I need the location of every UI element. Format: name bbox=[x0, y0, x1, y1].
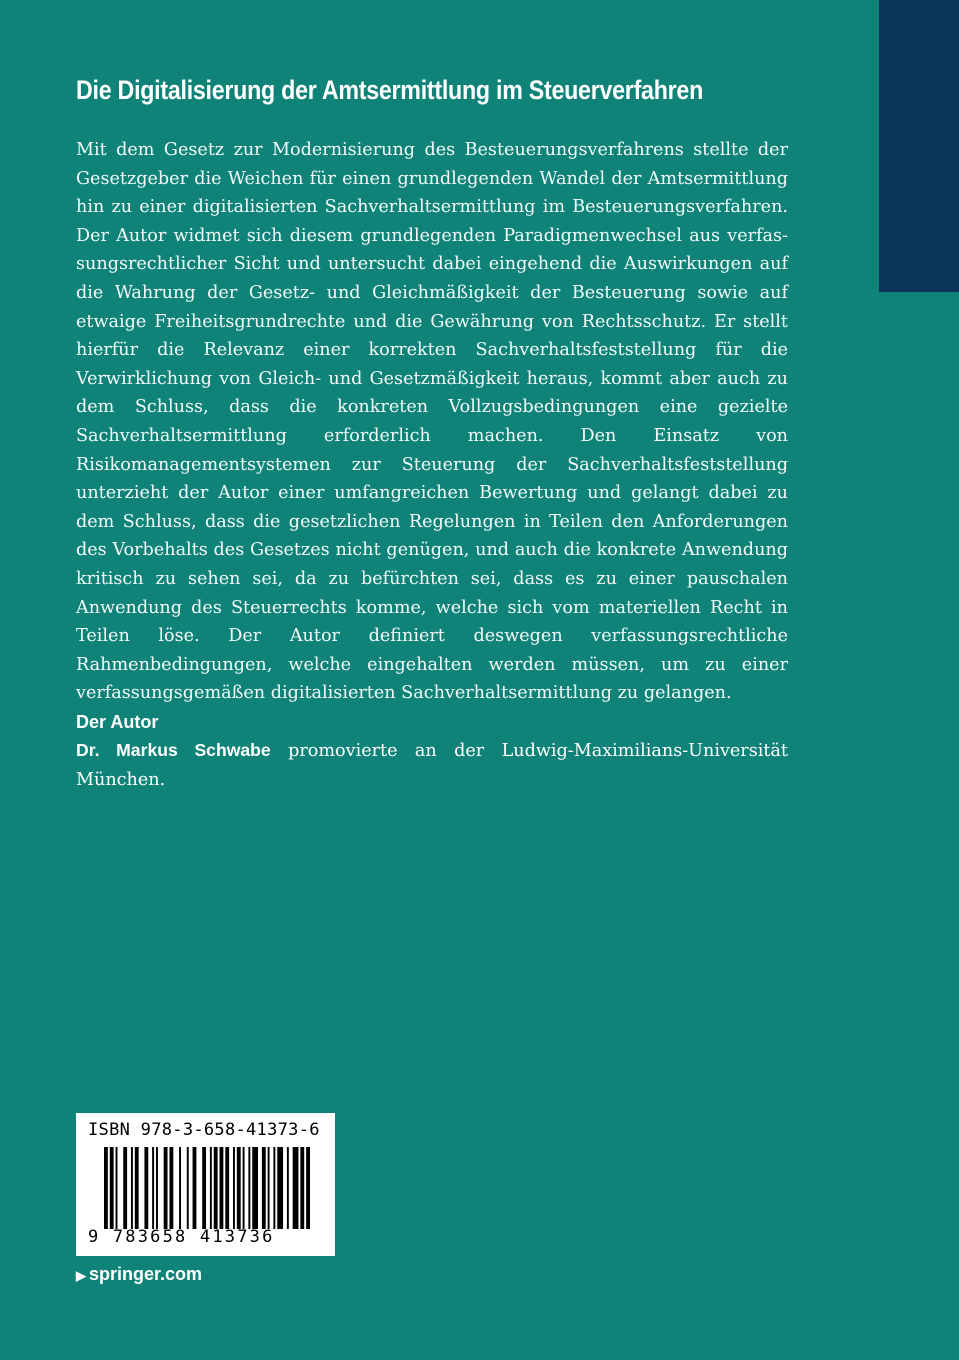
author-heading: Der Autor bbox=[76, 712, 159, 732]
barcode-bar bbox=[104, 1147, 108, 1229]
barcode-bar bbox=[306, 1147, 310, 1229]
barcode-bar bbox=[277, 1147, 283, 1229]
barcode-bar bbox=[144, 1147, 148, 1229]
isbn-barcode bbox=[76, 1113, 335, 1256]
arrow-icon: ▶ bbox=[76, 1268, 86, 1283]
barcode-bar bbox=[248, 1147, 250, 1229]
side-color-tab bbox=[879, 0, 959, 292]
barcode-bar bbox=[243, 1147, 245, 1229]
barcode-bar bbox=[287, 1147, 289, 1229]
barcode-bar bbox=[233, 1147, 235, 1229]
barcode-bar bbox=[116, 1147, 118, 1229]
barcode-bar bbox=[210, 1147, 212, 1229]
barcode-bar bbox=[273, 1147, 275, 1229]
barcode-bar bbox=[268, 1147, 270, 1229]
barcode-bar bbox=[187, 1147, 189, 1229]
publisher-url: springer.com bbox=[89, 1264, 203, 1284]
barcode-bar bbox=[225, 1147, 229, 1229]
barcode-bar bbox=[237, 1147, 241, 1229]
barcode-bars bbox=[104, 1147, 314, 1229]
barcode-bar bbox=[214, 1147, 218, 1229]
barcode-bar bbox=[252, 1147, 258, 1229]
barcode-bar bbox=[220, 1147, 224, 1229]
barcode-bar bbox=[202, 1147, 206, 1229]
author-bio-text: promovierte an der Ludwig-Maximilians-Universität München. bbox=[76, 741, 788, 790]
barcode-bar bbox=[135, 1147, 139, 1229]
barcode-bar bbox=[293, 1147, 299, 1229]
barcode-bar bbox=[164, 1147, 168, 1229]
barcode-bar bbox=[193, 1147, 197, 1229]
barcode-bar bbox=[152, 1147, 154, 1229]
barcode-bar bbox=[110, 1147, 114, 1229]
barcode-bar bbox=[156, 1147, 158, 1229]
barcode-bar bbox=[179, 1147, 181, 1229]
barcode-bar bbox=[300, 1147, 304, 1229]
barcode-bar bbox=[123, 1147, 127, 1229]
book-description: Mit dem Gesetz zur Modernisierung des Besteuerungsverfahrens stellte der Gesetzgeber die Weichen für einen grundlegenden Wandel der Amtsermittlung hin zu einer digitalisierten Sachverhaltsermittlung im Besteuerungsverfahren. Der Autor widmet sich diesem grundlegenden Paradigmenwechsel aus verfassungsrechtlicher Sicht und untersucht dabei eingehend die Auswirkungen auf die Wahrung der Gesetz- und Gleichmäßigkeit der Besteuerung sowie auf etwaige Freiheitsgrundrechte und die Gewährung von Rechtsschutz. Er stellt hierfür die Relevanz einer korrekten Sachverhaltsfeststellung für die Verwirklichung von Gleich- und Gesetzmäßigkeit heraus, kommt aber auch zu dem Schluss, dass die konkreten Vollzugsbedingungen eine gezielte Sachverhaltsermittlung erforderlich machen. Den Einsatz von Risikomanagementsystemen zur Steuerung der Sachverhaltsfeststellung unterzieht der Autor einer umfangreichen Bewertung und gelangt dabei zu dem Schluss, dass die gesetzlichen Regelungen in Teilen den Anforderungen des Vorbehalts des Gesetzes nicht genügen, und auch die konkrete Anwendung kritisch zu sehen sei, da zu befürchten sei, dass es zu einer pauschalen Anwendung des Steuerrechts komme, welche sich vom materiellen Recht in Teilen löse. Der Autor definiert deswegen verfassungsrechtliche Rahmenbedingungen, welche eingehalten werden müssen, um zu einer verfassungsgemäßen digitalisierten Sachverhaltsermittlung zu gelangen. bbox=[76, 140, 788, 704]
isbn-label: ISBN 978-3-658-41373-6 bbox=[88, 1120, 320, 1140]
author-name: Dr. Markus Schwabe bbox=[76, 740, 271, 760]
publisher-link[interactable] bbox=[76, 1262, 202, 1288]
book-title: Die Digitalisierung der Amtsermittlung im Steuerverfahren bbox=[76, 75, 704, 105]
barcode-bar bbox=[131, 1147, 133, 1229]
barcode-digits: 9 783658 413736 bbox=[88, 1227, 275, 1247]
author-bio bbox=[76, 736, 788, 794]
barcode-bar bbox=[262, 1147, 266, 1229]
barcode-bar bbox=[169, 1147, 173, 1229]
